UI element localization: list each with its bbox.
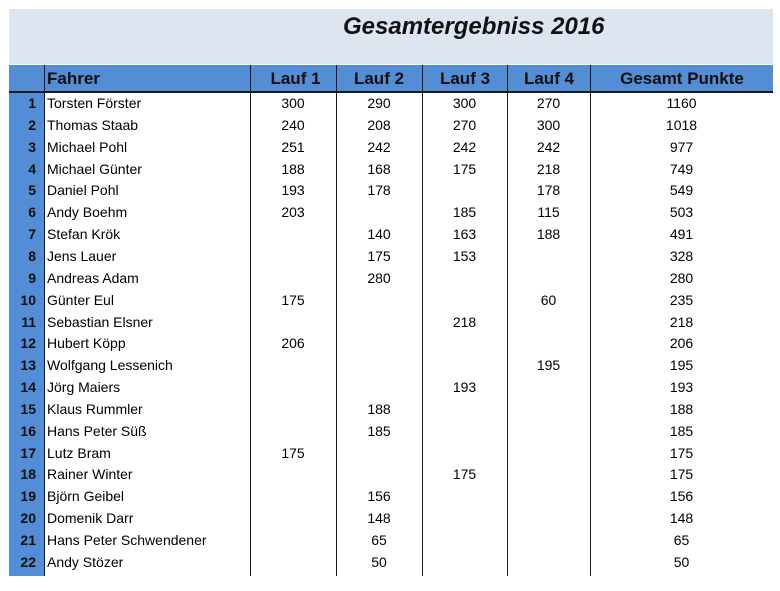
run3-cell[interactable]: 153 (452, 247, 477, 264)
run2-cell[interactable]: 175 (367, 247, 391, 264)
rank-cell: 7 (28, 226, 36, 243)
driver-name-cell[interactable]: Günter Eul (47, 291, 114, 308)
table-row[interactable] (0, 92, 780, 114)
table-row[interactable] (0, 289, 780, 311)
driver-name-cell[interactable]: Hans Peter Süß (47, 422, 147, 439)
run4-cell[interactable]: 195 (536, 357, 561, 374)
rank-cell: 16 (20, 422, 36, 439)
driver-name-cell[interactable]: Rainer Winter (47, 466, 133, 483)
driver-name-cell[interactable]: Björn Geibel (47, 488, 125, 505)
table-row[interactable] (0, 223, 780, 245)
rank-cell: 22 (20, 553, 36, 570)
rank-cell: 11 (21, 313, 36, 330)
run1-cell[interactable]: 240 (281, 116, 305, 133)
page-title: Gesamtergebniss 2016 (343, 13, 605, 40)
total-points-cell[interactable]: 218 (669, 313, 694, 330)
run1-cell[interactable]: 175 (281, 291, 305, 308)
header-run3[interactable]: Lauf 3 (439, 69, 491, 88)
table-header (9, 65, 773, 92)
total-points-cell[interactable]: 188 (669, 400, 694, 417)
table-row[interactable] (0, 158, 780, 180)
rank-cell: 14 (20, 379, 36, 396)
table-row[interactable] (0, 332, 780, 354)
table-row[interactable] (0, 136, 780, 158)
total-points-cell[interactable]: 503 (669, 204, 694, 221)
total-points-cell[interactable]: 1160 (666, 95, 697, 111)
table-row[interactable] (0, 245, 780, 267)
run2-cell[interactable]: 208 (367, 116, 391, 133)
table-row[interactable] (0, 551, 780, 573)
header-driver[interactable]: Fahrer (47, 69, 100, 88)
run4-cell[interactable]: 115 (537, 204, 560, 221)
rank-cell: 19 (20, 488, 36, 505)
total-points-cell[interactable]: 749 (669, 160, 694, 177)
run3-cell[interactable]: 163 (452, 226, 477, 243)
run3-cell[interactable]: 270 (452, 116, 477, 133)
total-points-cell[interactable]: 206 (669, 335, 694, 352)
total-points-cell[interactable]: 491 (669, 226, 694, 243)
rank-cell: 2 (28, 116, 36, 133)
total-points-cell[interactable]: 1018 (665, 116, 698, 133)
driver-name-cell[interactable]: Thomas Staab (47, 116, 139, 133)
driver-name-cell[interactable]: Andreas Adam (47, 269, 139, 286)
table-row[interactable] (0, 179, 780, 201)
run2-cell[interactable]: 140 (367, 226, 391, 243)
run3-cell[interactable]: 175 (452, 160, 477, 177)
driver-name-cell[interactable]: Wolfgang Lessenich (47, 357, 173, 374)
run4-cell[interactable]: 270 (536, 95, 561, 111)
total-points-cell[interactable]: 280 (669, 269, 694, 286)
run1-cell[interactable]: 203 (281, 204, 305, 221)
total-points-cell[interactable]: 65 (673, 532, 690, 548)
table-row[interactable] (0, 376, 780, 398)
run2-cell[interactable]: 242 (367, 138, 391, 155)
total-points-cell[interactable]: 193 (669, 379, 694, 396)
driver-name-cell[interactable]: Hans Peter Schwendener (47, 532, 207, 548)
table-row[interactable] (0, 114, 780, 136)
run1-cell[interactable]: 251 (281, 138, 305, 155)
driver-name-cell[interactable]: Hubert Köpp (47, 335, 126, 352)
rank-cell: 17 (20, 444, 36, 461)
total-points-cell[interactable]: 977 (669, 138, 694, 155)
table-row[interactable] (0, 420, 780, 442)
driver-name-cell[interactable]: Lutz Bram (47, 444, 111, 461)
run3-cell[interactable]: 175 (452, 466, 477, 483)
table-row[interactable] (0, 267, 780, 289)
driver-name-cell[interactable]: Torsten Förster (47, 95, 142, 111)
run2-cell[interactable]: 185 (367, 422, 391, 439)
driver-name-cell[interactable]: Stefan Krök (47, 226, 121, 243)
total-points-cell[interactable]: 175 (669, 444, 694, 461)
run2-cell[interactable]: 280 (367, 269, 391, 286)
run1-cell[interactable]: 175 (281, 444, 305, 461)
run2-cell[interactable]: 50 (371, 553, 387, 570)
run3-cell[interactable]: 218 (452, 313, 477, 330)
run2-cell[interactable]: 148 (367, 510, 391, 527)
driver-name-cell[interactable]: Jörg Maiers (47, 379, 121, 396)
rank-cell: 21 (20, 532, 36, 548)
rank-cell: 1 (28, 95, 36, 111)
driver-name-cell[interactable]: Domenik Darr (47, 510, 134, 527)
run3-cell[interactable]: 185 (452, 204, 477, 221)
header-run4[interactable]: Lauf 4 (523, 69, 575, 88)
driver-name-cell[interactable]: Andy Stözer (47, 553, 124, 570)
run2-cell[interactable]: 290 (367, 95, 391, 111)
rank-cell: 4 (28, 160, 36, 177)
total-points-cell[interactable]: 549 (669, 182, 694, 199)
table-row[interactable] (0, 311, 780, 333)
run4-cell[interactable]: 300 (536, 116, 561, 133)
table-row[interactable] (0, 398, 780, 420)
run4-cell[interactable]: 60 (540, 291, 557, 308)
run2-cell[interactable]: 156 (367, 488, 391, 505)
rank-cell: 10 (20, 291, 36, 308)
total-points-cell[interactable]: 185 (669, 422, 694, 439)
run2-cell[interactable]: 168 (367, 160, 391, 177)
run2-cell[interactable]: 178 (367, 182, 391, 199)
driver-name-cell[interactable]: Andy Boehm (47, 204, 128, 221)
header-run2[interactable]: Lauf 2 (353, 69, 405, 88)
rank-cell: 9 (28, 269, 36, 286)
total-points-cell[interactable]: 156 (669, 488, 694, 505)
run3-cell[interactable]: 300 (452, 95, 477, 111)
rank-cell: 5 (28, 182, 36, 199)
total-points-cell[interactable]: 195 (669, 357, 694, 374)
rank-cell: 3 (28, 138, 36, 155)
table-row[interactable] (0, 463, 780, 485)
rank-cell: 8 (28, 247, 36, 264)
run1-cell[interactable]: 193 (281, 182, 305, 199)
rank-cell: 18 (20, 466, 36, 483)
run4-cell[interactable]: 242 (536, 138, 561, 155)
table-row[interactable] (0, 201, 780, 223)
rank-cell: 6 (28, 204, 36, 221)
rank-cell: 12 (20, 335, 36, 352)
driver-name-cell[interactable]: Sebastian Elsner (47, 313, 153, 330)
run1-cell[interactable]: 188 (281, 160, 305, 177)
total-points-cell[interactable]: 175 (669, 466, 694, 483)
run4-cell[interactable]: 178 (536, 182, 561, 199)
run1-cell[interactable]: 206 (281, 335, 305, 352)
run2-cell[interactable]: 65 (371, 532, 387, 548)
run3-cell[interactable]: 193 (452, 379, 477, 396)
driver-name-cell[interactable]: Daniel Pohl (47, 182, 119, 199)
total-points-cell[interactable]: 148 (669, 510, 694, 527)
rank-cell: 20 (20, 510, 36, 527)
driver-name-cell[interactable]: Michael Günter (47, 160, 142, 177)
run3-cell[interactable]: 242 (452, 138, 477, 155)
table-row[interactable] (0, 485, 780, 507)
table-row[interactable] (0, 507, 780, 529)
table-row[interactable] (0, 442, 780, 464)
run1-cell[interactable]: 300 (281, 95, 305, 111)
total-points-cell[interactable]: 50 (673, 553, 690, 570)
run4-cell[interactable]: 218 (536, 160, 561, 177)
run2-cell[interactable]: 188 (367, 400, 391, 417)
total-points-cell[interactable]: 235 (669, 291, 694, 308)
rank-cell: 13 (20, 357, 36, 374)
table-row[interactable] (0, 354, 780, 376)
run4-cell[interactable]: 188 (536, 226, 561, 243)
table-row[interactable] (0, 529, 780, 551)
driver-name-cell[interactable]: Klaus Rummler (47, 400, 143, 417)
total-points-cell[interactable]: 328 (669, 247, 694, 264)
rank-cell: 15 (20, 400, 36, 417)
driver-name-cell[interactable]: Michael Pohl (47, 138, 128, 155)
header-total[interactable]: Gesamt Punkte (620, 69, 744, 88)
driver-name-cell[interactable]: Jens Lauer (47, 247, 117, 264)
header-run1[interactable]: Lauf 1 (270, 69, 321, 88)
